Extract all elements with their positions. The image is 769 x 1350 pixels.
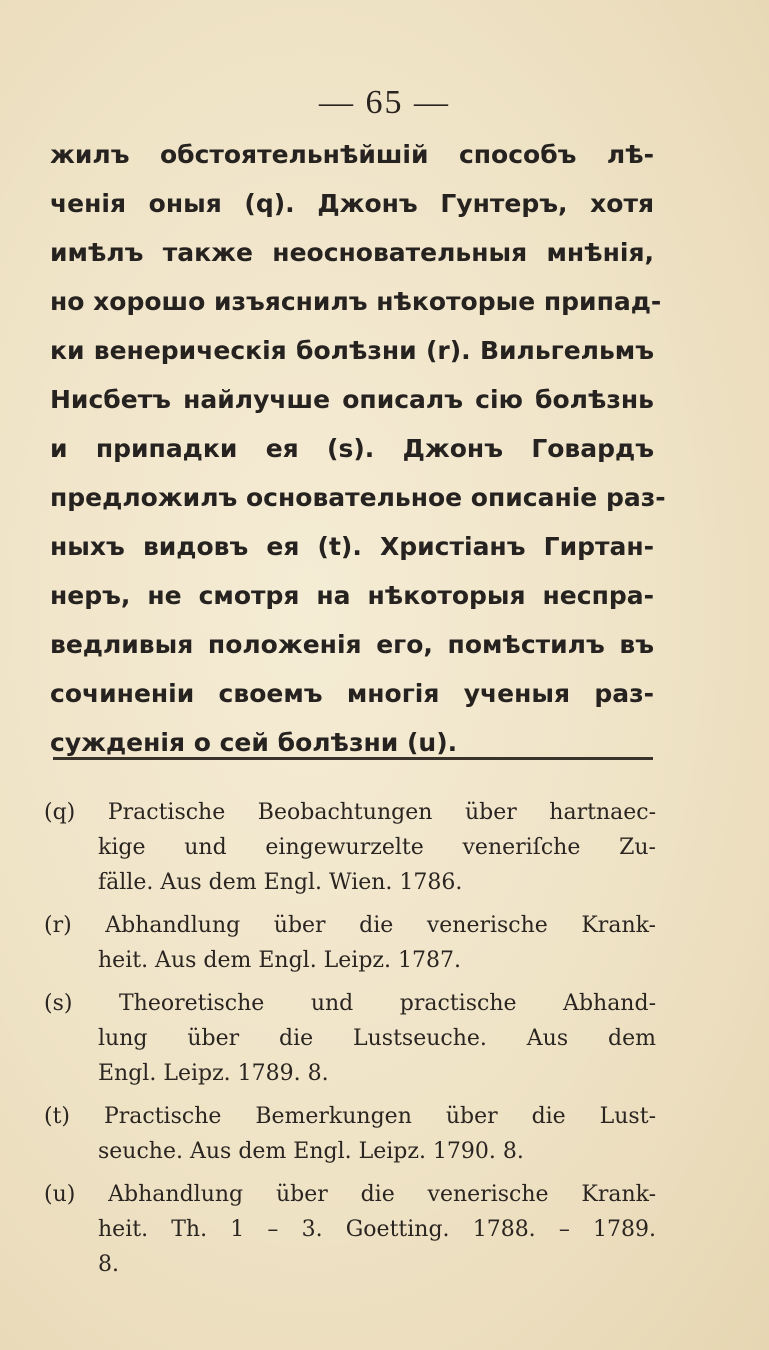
footnote-line: kige und eingewurzelte veneriſche Zu-	[98, 835, 656, 860]
page-number: — 65 —	[319, 84, 450, 121]
footnote-line: (q) Practische Beobachtungen über hartnaec-	[44, 800, 656, 825]
footnote-line: Engl. Leipz. 1789. 8.	[98, 1061, 329, 1086]
footnote-line: (t) Practische Bemerkungen über die Lust-	[44, 1104, 656, 1129]
footnotes	[44, 795, 656, 1282]
text-line: имѣлъ также неосновательныя мнѣнія,	[50, 238, 654, 267]
footnote-line: seuche. Aus dem Engl. Leipz. 1790. 8.	[98, 1139, 524, 1164]
footnote-line: (s) Theoretische und practische Abhand-	[44, 991, 656, 1016]
footnote-line: heit. Th. 1 – 3. Goetting. 1788. – 1789.	[98, 1217, 656, 1242]
footnote-divider	[53, 757, 653, 760]
text-line: сужденія о сей болѣзни (u).	[50, 728, 458, 757]
text-line: ки венерическія болѣзни (r). Вильгельмъ	[50, 336, 654, 365]
text-line: и припадки ея (s). Джонъ Говардъ	[50, 434, 654, 463]
text-line: ведливыя положенія его, помѣстилъ въ	[50, 630, 654, 659]
footnote-q	[44, 795, 656, 900]
footnote-line: 8.	[98, 1252, 119, 1277]
footnote-line: (u) Abhandlung über die venerische Krank-	[44, 1182, 656, 1207]
text-line: ныхъ видовъ ея (t). Христіанъ Гиртан-	[50, 532, 654, 561]
footnote-line: fälle. Aus dem Engl. Wien. 1786.	[98, 870, 463, 895]
text-line: жилъ обстоятельнѣйшій способъ лѣ-	[50, 140, 654, 169]
footnote-line: (r) Abhandlung über die venerische Krank-	[44, 913, 656, 938]
text-line: Нисбетъ найлучше описалъ сію болѣзнь	[50, 385, 654, 414]
text-line: но хорошо изъяснилъ нѣкоторые припад-	[50, 287, 662, 316]
text-line: неръ, не смотря на нѣкоторыя неспра-	[50, 581, 654, 610]
main-paragraph	[50, 130, 666, 767]
text-line: ченія оныя (q). Джонъ Гунтеръ, хотя	[50, 189, 654, 218]
text-line: сочиненіи своемъ многія ученыя раз-	[50, 679, 654, 708]
text-line: предложилъ основательное описаніе раз-	[50, 483, 666, 512]
footnote-line: lung über die Lustseuche. Aus dem	[98, 1026, 656, 1051]
footnote-u	[44, 1177, 656, 1282]
footnote-line: heit. Aus dem Engl. Leipz. 1787.	[98, 948, 461, 973]
footnote-s	[44, 986, 656, 1091]
footnote-r	[44, 908, 656, 978]
footnote-t	[44, 1099, 656, 1169]
